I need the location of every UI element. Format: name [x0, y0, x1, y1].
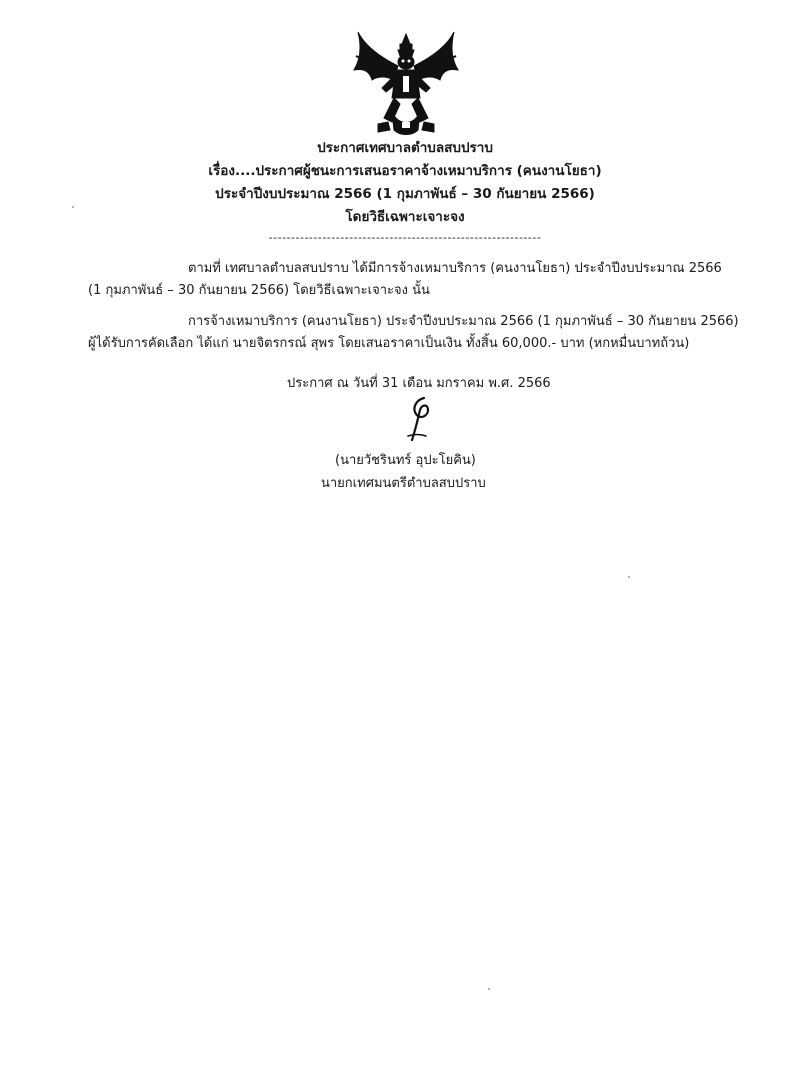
divider-line: -------------------------------------------------------------	[268, 231, 542, 244]
paragraph-2-line-2: ผู้ได้รับการคัดเลือก ได้แก่ นายจิตรกรณ์ สุพร โดยเสนอราคาเป็นเงิน ทั้งสิ้น 60,000.- บาท (หกหมื่นบาทถ้วน)	[88, 336, 690, 351]
paragraph-2-line-1: การจ้างเหมาบริการ (คนงานโยธา) ประจำปีงบประมาณ 2566 (1 กุมภาพันธ์ – 30 กันยายน 2566)	[188, 314, 739, 329]
signer-name: (นายวัชรินทร์ อุปะโยคิน)	[335, 453, 476, 468]
procurement-method: โดยวิธีเฉพาะเจาะจง	[345, 209, 465, 225]
scan-speck	[628, 576, 630, 578]
handwritten-signature	[394, 392, 444, 448]
paragraph-1-line-1: ตามที่ เทศบาลตำบลสบปราบ ได้มีการจ้างเหมาบริการ (คนงานโยธา) ประจำปีงบประมาณ 2566	[188, 261, 722, 276]
fiscal-year-line: ประจำปีงบประมาณ 2566 (1 กุมภาพันธ์ – 30 กันยายน 2566)	[215, 186, 595, 202]
scan-speck	[488, 988, 490, 990]
signer-position: นายกเทศมนตรีตำบลสบปราบ	[321, 476, 486, 491]
document-title: ประกาศเทศบาลตำบลสบปราบ	[317, 140, 493, 156]
paragraph-1-line-2: (1 กุมภาพันธ์ – 30 กันยายน 2566) โดยวิธีเฉพาะเจาะจง นั้น	[88, 283, 430, 298]
document-subject: เรื่อง....ประกาศผู้ชนะการเสนอราคาจ้างเหมาบริการ (คนงานโยธา)	[208, 163, 602, 179]
scan-speck	[72, 206, 74, 208]
garuda-emblem-icon	[348, 26, 464, 142]
announcement-date: ประกาศ ณ วันที่ 31 เดือน มกราคม พ.ศ. 2566	[287, 376, 551, 391]
